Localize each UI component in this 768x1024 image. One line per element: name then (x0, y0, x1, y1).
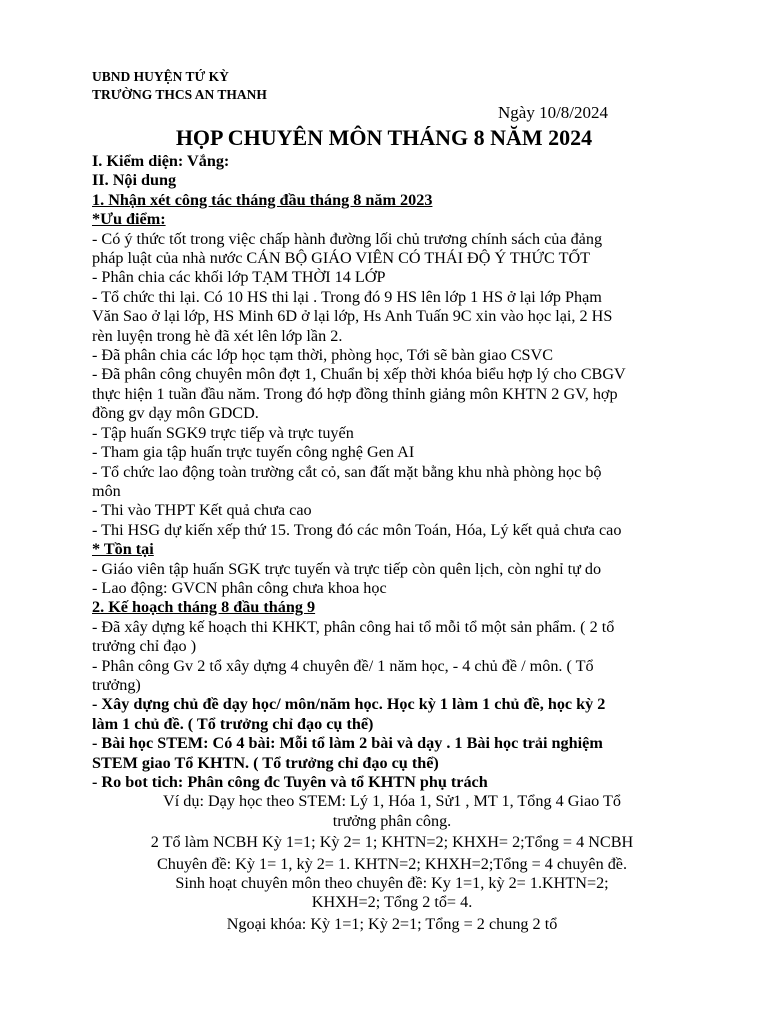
heading-review: 1. Nhận xét công tác tháng đầu tháng 8 năm 2023 (92, 190, 433, 209)
organization-header (92, 68, 267, 104)
summary-line: KHXH=2; Tổng 2 tổ= 4. (311, 893, 473, 912)
body-line: môn (92, 481, 121, 500)
body-line: thực hiện 1 tuần đầu năm. Trong đó hợp đồng thỉnh giảng môn KHTN 2 GV, hợp (92, 384, 618, 403)
body-line: - Tập huấn SGK9 trực tiếp và trực tuyến (92, 423, 354, 442)
body-line: - Phân chia các khối lớp TẠM THỜI 14 LỚP (92, 268, 386, 287)
document-title: HỌP CHUYÊN MÔN THÁNG 8 NĂM 2024 (175, 125, 593, 150)
body-line: rèn luyện trong hè đã xét lên lớp lần 2. (92, 326, 343, 345)
body-line-bold: làm 1 chủ đề. ( Tổ trưởng chỉ đạo cụ thể) (92, 714, 374, 733)
summary-line: 2 Tổ làm NCBH Kỳ 1=1; Kỳ 2= 1; KHTN=2; KHXH= 2;Tổng = 4 NCBH (150, 833, 634, 852)
section-attendance: I. Kiểm diện: Vắng: (92, 152, 230, 170)
body-line-bold: - Ro bot tich: Phân công đc Tuyên và tổ KHTN phụ trách (92, 773, 488, 791)
body-line: - Có ý thức tốt trong việc chấp hành đường lối chủ trương chính sách của đảng (92, 229, 603, 248)
body-line: trưởng chỉ đạo ) (92, 637, 197, 656)
body-line-bold: STEM giao Tổ KHTN. ( Tổ trưởng chỉ đạo cụ thể) (92, 753, 439, 772)
body-line: - Phân công Gv 2 tổ xây dựng 4 chuyên đề/ 1 năm học, - 4 chủ đề / môn. ( Tổ (92, 656, 594, 675)
body-line: - Thi HSG dự kiến xếp thứ 15. Trong đó các môn Toán, Hóa, Lý kết quả chưa cao (92, 520, 622, 539)
section-content: II. Nội dung (92, 171, 177, 190)
body-line: - Lao động: GVCN phân công chưa khoa học (92, 578, 387, 597)
body-line: trưởng) (92, 675, 141, 694)
heading-plan: 2. Kế hoạch tháng 8 đầu tháng 9 (92, 598, 316, 617)
body-line: pháp luật của nhà nước CÁN BỘ GIÁO VIÊN CÓ THÁI ĐỘ Ý THỨC TỐT (92, 249, 591, 268)
document-date: Ngày 10/8/2024 (498, 103, 609, 122)
example-line: trưởng phân công. (332, 811, 452, 830)
body-line: - Tham gia tập huấn trực tuyến công nghệ Gen AI (92, 443, 415, 462)
summary-line: Chuyên đề: Kỳ 1= 1, kỳ 2= 1. KHTN=2; KHXH=2;Tổng = 4 chuyên đề. (156, 854, 628, 873)
body-line: - Thi vào THPT Kết quả chưa cao (92, 501, 312, 520)
heading-weaknesses: * Tồn tại (92, 540, 154, 559)
body-line: - Tổ chức thi lại. Có 10 HS thi lại . Trong đó 9 HS lên lớp 1 HS ở lại lớp Phạm (92, 287, 602, 306)
body-line: - Đã phân chia các lớp học tạm thời, phòng học, Tới sẽ bàn giao CSVC (92, 346, 553, 365)
body-line: - Đã phân công chuyên môn đợt 1, Chuẩn bị xếp thời khóa biểu hợp lý cho CBGV (92, 365, 626, 384)
body-line: đồng gv dạy môn GDCD. (92, 404, 259, 423)
body-line: - Đã xây dựng kế hoạch thi KHKT, phân công hai tổ mỗi tổ một sản phẩm. ( 2 tổ (92, 617, 615, 636)
summary-line: Ngoại khóa: Kỳ 1=1; Kỳ 2=1; Tổng = 2 chung 2 tổ (226, 914, 558, 933)
body-line: Văn Sao ở lại lớp, HS Minh 6D ở lại lớp, Hs Anh Tuấn 9C xin vào học lại, 2 HS (92, 307, 613, 326)
body-line-bold: - Xây dựng chủ đề dạy học/ môn/năm học. Học kỳ 1 làm 1 chủ đề, học kỳ 2 (92, 695, 606, 714)
heading-strengths: *Ưu điểm: (92, 210, 166, 229)
org-line-2: TRƯỜNG THCS AN THANH (92, 87, 267, 102)
summary-line: Sinh hoạt chuyên môn theo chuyên đề: Ky 1=1, kỳ 2= 1.KHTN=2; (175, 874, 609, 893)
body-line-bold: - Bài học STEM: Có 4 bài: Mỗi tổ làm 2 bài và dạy . 1 Bài học trải nghiệm (92, 734, 603, 753)
body-line: - Giáo viên tập huấn SGK trực tuyến và trực tiếp còn quên lịch, còn nghỉ tự do (92, 559, 602, 578)
body-line: - Tổ chức lao động toàn trường cắt cỏ, san đất mặt bằng khu nhà phòng học bộ (92, 462, 602, 481)
example-line: Ví dụ: Dạy học theo STEM: Lý 1, Hóa 1, Sử1 , MT 1, Tổng 4 Giao Tổ (163, 792, 621, 811)
document-body (92, 152, 692, 934)
org-line-1: UBND HUYỆN TỨ KỲ (92, 69, 229, 84)
